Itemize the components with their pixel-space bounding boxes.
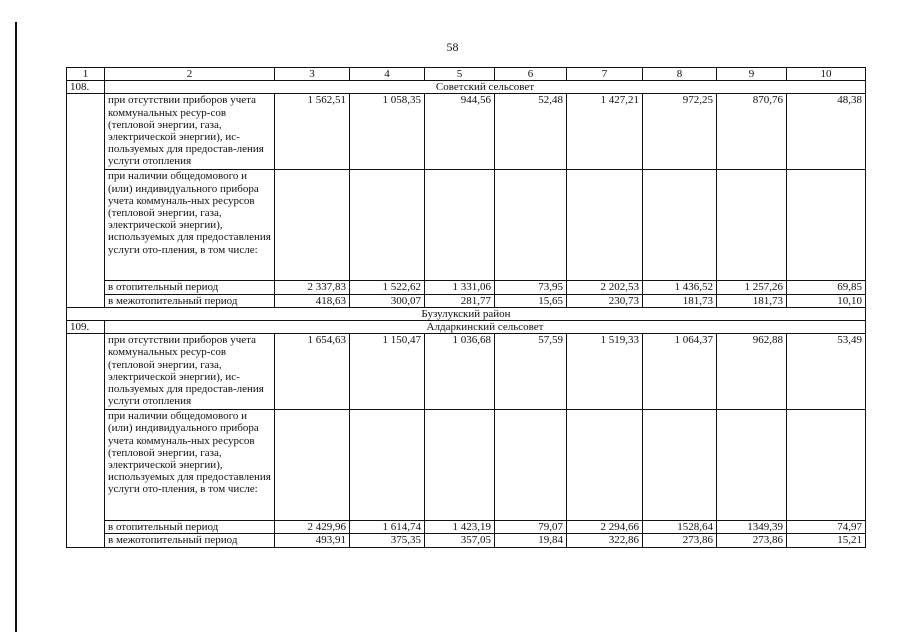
value-cell: 322,86 [567,534,643,547]
value-cell: 1 614,74 [350,521,425,534]
row-number: 108. [67,81,105,94]
column-header: 9 [717,68,787,81]
value-cell [425,170,495,281]
table-row [67,170,866,281]
row-label: при наличии общедомового и (или) индивидуального прибора учета коммуналь-ных ресурсов (тепловой энергии, газа, электрической энергии), используемых для предоставления услуги ото-пления, в том числе: [105,170,275,281]
value-cell: 15,65 [495,294,567,307]
value-cell: 418,63 [275,294,350,307]
table-row [67,294,866,307]
column-header: 10 [787,68,866,81]
table-row [67,94,866,170]
value-cell: 181,73 [643,294,717,307]
value-cell: 870,76 [717,94,787,170]
column-header: 6 [495,68,567,81]
row-label: в отопительный период [105,281,275,294]
value-cell: 1 257,26 [717,281,787,294]
value-cell [495,170,567,281]
value-cell: 10,10 [787,294,866,307]
value-cell: 53,49 [787,334,866,410]
value-cell: 57,59 [495,334,567,410]
value-cell: 357,05 [425,534,495,547]
value-cell: 1 064,37 [643,334,717,410]
row-number-cell [67,334,105,547]
value-cell: 1 036,68 [425,334,495,410]
value-cell [717,410,787,521]
value-cell [350,170,425,281]
value-cell: 300,07 [350,294,425,307]
value-cell: 19,84 [495,534,567,547]
column-header: 7 [567,68,643,81]
value-cell [643,170,717,281]
value-cell: 1 519,33 [567,334,643,410]
table-row [67,281,866,294]
column-header: 2 [105,68,275,81]
value-cell: 375,35 [350,534,425,547]
value-cell [787,410,866,521]
value-cell: 230,73 [567,294,643,307]
value-cell: 1 654,63 [275,334,350,410]
value-cell: 493,91 [275,534,350,547]
value-cell: 52,48 [495,94,567,170]
value-cell [275,170,350,281]
value-cell: 79,07 [495,521,567,534]
value-cell: 1 423,19 [425,521,495,534]
value-cell: 273,86 [643,534,717,547]
value-cell: 69,85 [787,281,866,294]
value-cell: 2 294,66 [567,521,643,534]
value-cell: 281,77 [425,294,495,307]
column-header: 3 [275,68,350,81]
table-row [67,334,866,410]
value-cell [275,410,350,521]
column-header: 4 [350,68,425,81]
row-number: 109. [67,321,105,334]
value-cell: 273,86 [717,534,787,547]
value-cell: 181,73 [717,294,787,307]
value-cell [787,170,866,281]
value-cell [495,410,567,521]
row-label: в отопительный период [105,521,275,534]
value-cell: 1 427,21 [567,94,643,170]
row-number-cell [67,94,105,307]
value-cell: 944,56 [425,94,495,170]
settlement-name: Алдаркинский сельсовет [105,321,866,334]
row-label: в межотопительный период [105,534,275,547]
row-label: при отсутствии приборов учета коммунальных ресур-сов (тепловой энергии, газа, электрической энергии), ис-пользуемых для предостав-ления услуги отопления [105,334,275,410]
table-row [67,410,866,521]
value-cell [567,170,643,281]
value-cell [425,410,495,521]
page-number: 58 [446,40,459,54]
value-cell: 1 562,51 [275,94,350,170]
value-cell: 1528,64 [643,521,717,534]
row-label: при наличии общедомового и (или) индивидуального прибора учета коммуналь-ных ресурсов (тепловой энергии, газа, электрической энергии), используемых для предоставления услуги ото-пления, в том числе: [105,410,275,521]
row-label: при отсутствии приборов учета коммунальных ресур-сов (тепловой энергии, газа, электрической энергии), ис-пользуемых для предостав-ления услуги отопления [105,94,275,170]
value-cell: 48,38 [787,94,866,170]
settlement-name: Советский сельсовет [105,81,866,94]
column-number-row [67,68,866,81]
value-cell: 972,25 [643,94,717,170]
value-cell: 2 202,53 [567,281,643,294]
district-header-row [67,307,866,320]
settlement-header-row [67,321,866,334]
value-cell [717,170,787,281]
value-cell: 1349,39 [717,521,787,534]
page-binding-line [15,22,17,632]
value-cell: 2 429,96 [275,521,350,534]
value-cell: 1 150,47 [350,334,425,410]
value-cell: 73,95 [495,281,567,294]
value-cell: 1 058,35 [350,94,425,170]
value-cell: 1 436,52 [643,281,717,294]
row-label: в межотопительный период [105,294,275,307]
value-cell [350,410,425,521]
table-row [67,521,866,534]
value-cell: 74,97 [787,521,866,534]
value-cell [643,410,717,521]
column-header: 8 [643,68,717,81]
value-cell [567,410,643,521]
value-cell: 1 331,06 [425,281,495,294]
value-cell: 1 522,62 [350,281,425,294]
value-cell: 2 337,83 [275,281,350,294]
value-cell: 962,88 [717,334,787,410]
tariff-table [66,67,866,548]
district-name: Бузулукский район [67,307,866,320]
column-header: 5 [425,68,495,81]
column-header: 1 [67,68,105,81]
table-row [67,534,866,547]
settlement-header-row [67,81,866,94]
value-cell: 15,21 [787,534,866,547]
